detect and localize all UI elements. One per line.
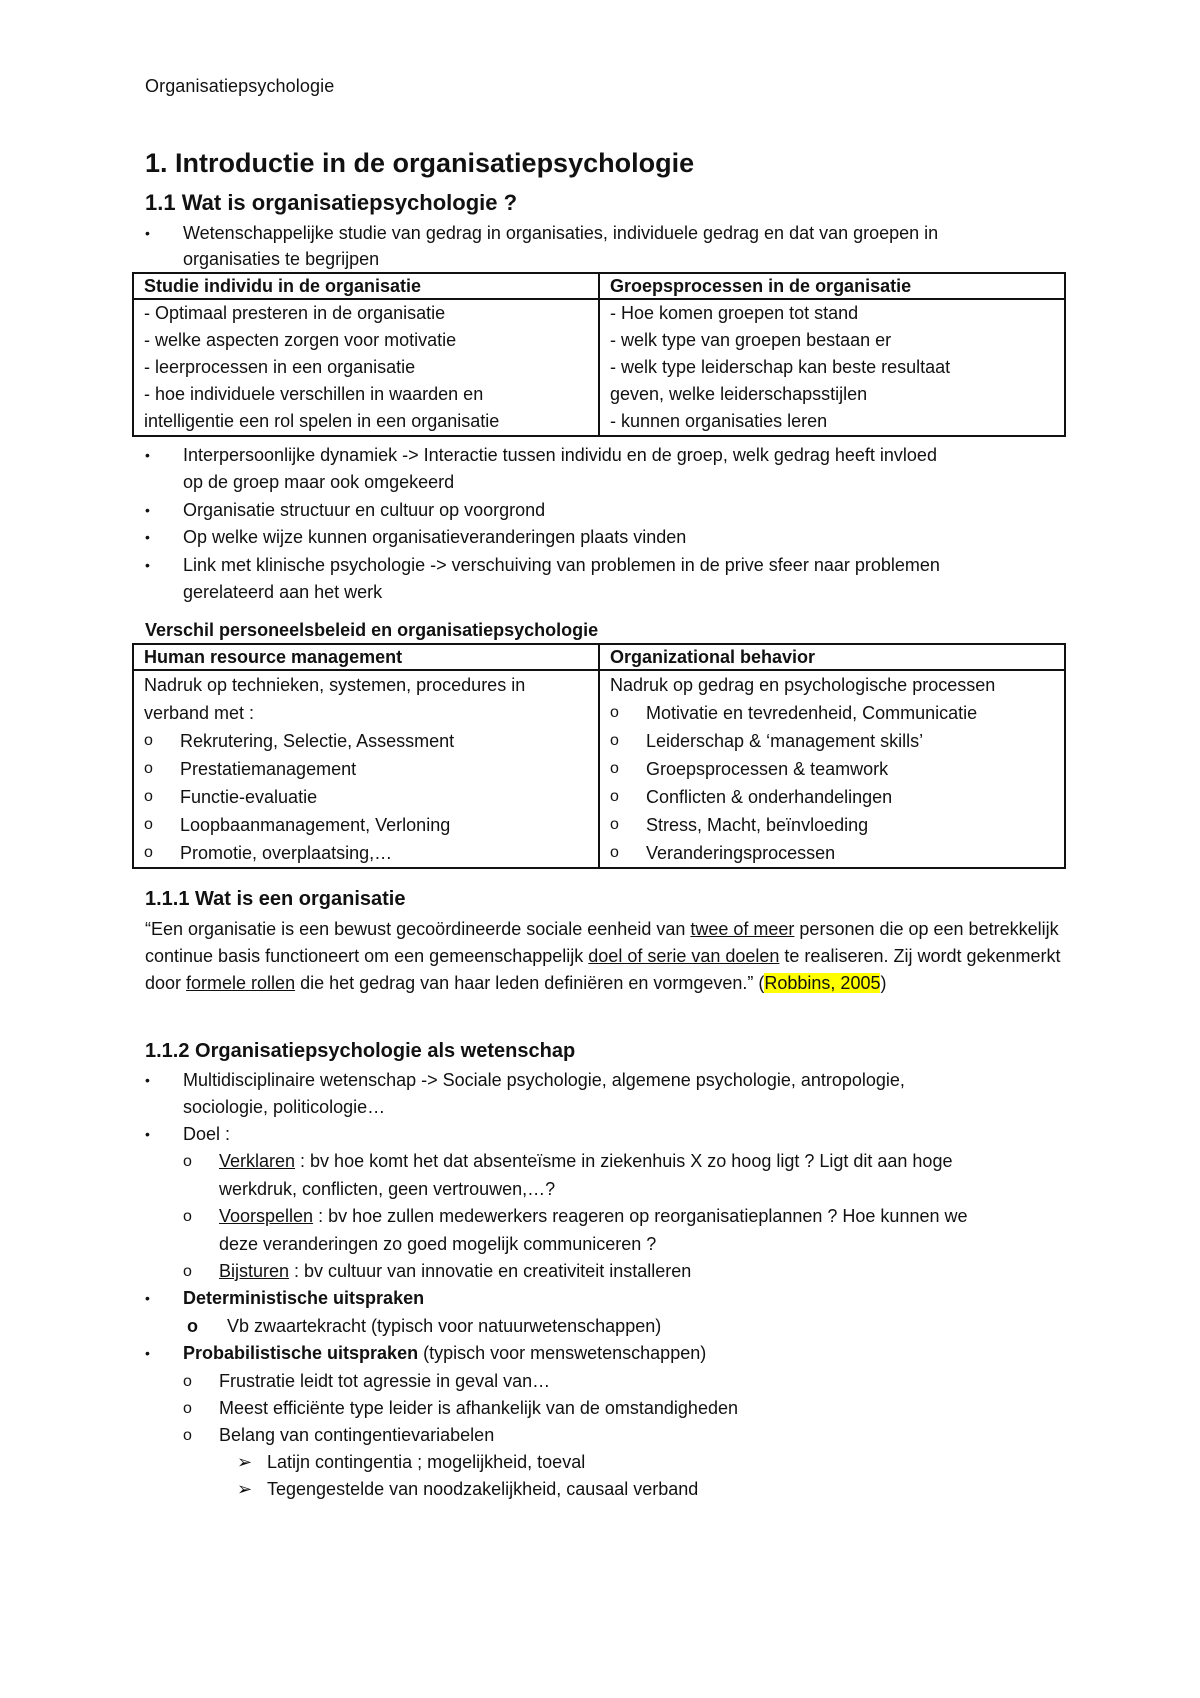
running-header: Organisatiepsychologie bbox=[145, 76, 335, 96]
circle-bullet-icon: o bbox=[183, 1427, 192, 1444]
circle-bullet-icon: o bbox=[183, 1208, 192, 1225]
bullet-marker: • bbox=[145, 225, 150, 241]
arrow-bullet-icon: ➢ bbox=[237, 1452, 253, 1472]
bullet-multidisciplinair-cont: sociologie, politicologie… bbox=[183, 1097, 386, 1117]
bullet-probabilistisch: • Probabilistische uitspraken (typisch voor menswetenschappen) bbox=[183, 1340, 706, 1367]
sub-frustratie: o Frustratie leidt tot agressie in geval van… bbox=[219, 1368, 550, 1395]
arrow-item-latijn: ➢ Latijn contingentia ; mogelijkheid, toeval bbox=[267, 1449, 585, 1476]
table2-header-col2: Organizational behavior bbox=[599, 644, 1065, 670]
bullet-marker: • bbox=[145, 1345, 150, 1361]
sub-zwaartekracht: o Vb zwaartekracht (typisch voor natuurwetenschappen) bbox=[227, 1313, 661, 1340]
bullet-multidisciplinair: • Multidisciplinaire wetenschap -> Sociale psychologie, algemene psychologie, antropologie, bbox=[183, 1067, 905, 1094]
bullet-deterministisch: • Deterministische uitspraken bbox=[183, 1285, 424, 1312]
circle-bullet-icon: o bbox=[183, 1400, 192, 1417]
table1-header-col1: Studie individu in de organisatie bbox=[133, 273, 599, 299]
circle-bullet-icon: o bbox=[183, 1153, 192, 1170]
circle-bullet-icon: o bbox=[183, 1263, 192, 1280]
table-hrm-ob bbox=[132, 643, 1066, 869]
sub-bijsturen: o Bijsturen : bv cultuur van innovatie en creativiteit installeren bbox=[219, 1258, 691, 1285]
circle-bullet-icon: o bbox=[610, 732, 619, 749]
sub-leider: o Meest efficiënte type leider is afhankelijk van de omstandigheden bbox=[219, 1395, 738, 1422]
circle-bullet-icon: o bbox=[187, 1316, 198, 1336]
bullet-klinisch-cont: gerelateerd aan het werk bbox=[183, 582, 383, 602]
bullet-intro-cont: organisaties te begrijpen bbox=[183, 249, 380, 269]
section-heading-1-1: 1.1 Wat is organisatiepsychologie ? bbox=[145, 190, 518, 215]
bullet-marker: • bbox=[145, 502, 150, 518]
circle-bullet-icon: o bbox=[610, 788, 619, 805]
bullet-marker: • bbox=[145, 1290, 150, 1306]
subtitle-verschil: Verschil personeelsbeleid en organisatiepsychologie bbox=[145, 620, 599, 640]
definition-quote: “Een organisatie is een bewust gecoördineerde sociale eenheid van twee of meer personen die op een betrekkelijk continue basis functioneert om een gemeenschappelijk doel of serie van doelen te realiseren. Zij wordt gekenmerkt door formele rollen die het gedrag van haar leden definiëren en vormgeven.” (Robbins, 2005) bbox=[145, 919, 1061, 993]
circle-bullet-icon: o bbox=[144, 844, 153, 861]
table2-cell-col2: Nadruk op gedrag en psychologische processen o Motivatie en tevredenheid, Communicatie o Leiderschap & ‘management skills’ o Groepsprocessen & teamwork o Conflicten & onderhandelingen o Stress, Macht, beïnvloeding o Veranderingsprocessen bbox=[599, 670, 1065, 868]
bullet-interpersoonlijk: • Interpersoonlijke dynamiek -> Interactie tussen individu en de groep, welk gedrag heeft invloed bbox=[183, 442, 937, 469]
bullet-marker: • bbox=[145, 557, 150, 573]
bullet-marker: • bbox=[145, 1126, 150, 1142]
chapter-heading: 1. Introductie in de organisatiepsychologie bbox=[145, 148, 695, 178]
bullet-marker: • bbox=[145, 447, 150, 463]
table1-cell-col2: - Hoe komen groepen tot stand - welk type van groepen bestaan er - welk type leiderschap kan beste resultaat geven, welke leiderschapsstijlen - kunnen organisaties leren bbox=[599, 299, 1065, 436]
bullet-marker: • bbox=[145, 529, 150, 545]
circle-bullet-icon: o bbox=[610, 760, 619, 777]
bullet-marker: • bbox=[145, 1072, 150, 1088]
bullet-intro: • Wetenschappelijke studie van gedrag in organisaties, individuele gedrag en dat van groepen in bbox=[183, 220, 938, 247]
citation-highlight: Robbins, 2005 bbox=[764, 973, 881, 993]
circle-bullet-icon: o bbox=[183, 1373, 192, 1390]
circle-bullet-icon: o bbox=[144, 732, 153, 749]
bullet-interpersoonlijk-cont: op de groep maar ook omgekeerd bbox=[183, 472, 455, 492]
circle-bullet-icon: o bbox=[610, 844, 619, 861]
arrow-item-tegengestelde: ➢ Tegengestelde van noodzakelijkheid, causaal verband bbox=[267, 1476, 698, 1503]
circle-bullet-icon: o bbox=[610, 704, 619, 721]
table1-cell-col1: - Optimaal presteren in de organisatie - welke aspecten zorgen voor motivatie - leerprocessen in een organisatie - hoe individuele verschillen in waarden en intelligentie een rol spelen in een organisatie bbox=[133, 299, 599, 436]
circle-bullet-icon: o bbox=[610, 816, 619, 833]
circle-bullet-icon: o bbox=[144, 788, 153, 805]
bullet-doel: • Doel : bbox=[183, 1121, 230, 1148]
bullet-klinisch: • Link met klinische psychologie -> verschuiving van problemen in de prive sfeer naar problemen bbox=[183, 552, 940, 579]
table1-header-col2: Groepsprocessen in de organisatie bbox=[599, 273, 1065, 299]
table2-header-col1: Human resource management bbox=[133, 644, 599, 670]
bullet-veranderingen: • Op welke wijze kunnen organisatieveranderingen plaats vinden bbox=[183, 524, 686, 551]
table-individu-groep bbox=[132, 272, 1066, 437]
section-heading-1-1-2: 1.1.2 Organisatiepsychologie als wetenschap bbox=[145, 1040, 576, 1062]
table2-cell-col1: Nadruk op technieken, systemen, procedures in verband met : o Rekrutering, Selectie, Assessment o Prestatiemanagement o Functie-evaluatie o Loopbaanmanagement, Verloning o Promotie, overplaatsing,… bbox=[133, 670, 599, 868]
sub-verklaren: o Verklaren : bv hoe komt het dat absenteïsme in ziekenhuis X zo hoog ligt ? Ligt dit aan hoge bbox=[219, 1148, 952, 1175]
circle-bullet-icon: o bbox=[144, 760, 153, 777]
bullet-structuur: • Organisatie structuur en cultuur op voorgrond bbox=[183, 497, 545, 524]
sub-voorspellen-cont: deze veranderingen zo goed mogelijk communiceren ? bbox=[219, 1234, 657, 1254]
sub-voorspellen: o Voorspellen : bv hoe zullen medewerkers reageren op reorganisatieplannen ? Hoe kunnen we bbox=[219, 1203, 968, 1230]
arrow-bullet-icon: ➢ bbox=[237, 1479, 253, 1499]
sub-verklaren-cont: werkdruk, conflicten, geen vertrouwen,…? bbox=[219, 1179, 556, 1199]
section-heading-1-1-1: 1.1.1 Wat is een organisatie bbox=[145, 888, 406, 910]
circle-bullet-icon: o bbox=[144, 816, 153, 833]
sub-contingentie: o Belang van contingentievariabelen bbox=[219, 1422, 494, 1449]
